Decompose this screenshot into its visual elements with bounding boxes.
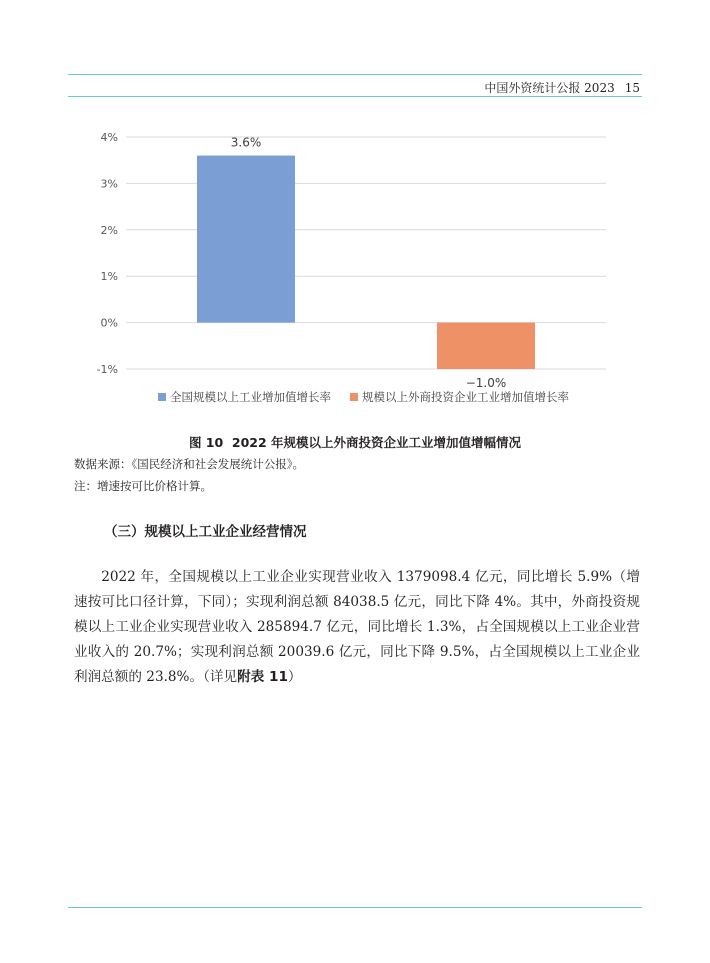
bar [197, 156, 295, 323]
body-paragraph [74, 565, 640, 690]
paragraph-text: 2022 年，全国规模以上工业企业实现营业收入 1379098.4 亿元，同比增长 5.9%（增速按可比口径计算，下同）；实现利润总额 84038.5 亿元，同比下降 4%。其中，外商投资规模以上工业企业实现营业收入 285894.7 亿元，同比增长 1.3%，占全国规模以上工业企业营业收入的 20.7%；实现利润总额 20039.6 亿元，同比下降 9.5%，占全国规模以上工业企业利润总额的 23.8%。（详见 [74, 569, 640, 685]
appendix-reference: 附表 11 [237, 669, 288, 685]
page-number: 15 [624, 81, 640, 95]
legend-swatch [158, 393, 166, 401]
bar [437, 323, 535, 369]
y-tick-label: 0% [100, 316, 118, 330]
bar-chart [80, 120, 620, 420]
data-label: −1.0% [465, 376, 507, 390]
y-tick-label: 3% [100, 177, 118, 191]
publication-title: 中国外资统计公报 2023 [484, 81, 615, 95]
figure-caption-label: 图 10 [188, 435, 224, 450]
paragraph-end: ） [287, 669, 302, 685]
running-header [484, 79, 640, 96]
y-tick-label: -1% [96, 363, 118, 376]
y-tick-label: 2% [100, 223, 118, 237]
figure-caption [0, 433, 710, 451]
footer-rule [68, 907, 642, 908]
legend-swatch [350, 393, 358, 401]
footnote: 注：增速按可比价格计算。 [74, 479, 212, 493]
section-heading: （三）规模以上工业企业经营情况 [104, 524, 307, 540]
data-label: 3.6% [230, 135, 262, 150]
legend-entry: 全国规模以上工业增加值增长率 [170, 390, 331, 404]
legend-entry: 规模以上外商投资企业工业增加值增长率 [362, 390, 569, 404]
header-rule-bottom [68, 96, 642, 97]
header-rule-top [68, 74, 642, 75]
figure-caption-text: 2022 年规模以上外商投资企业工业增加值增幅情况 [231, 435, 522, 450]
y-tick-label: 4% [100, 131, 118, 144]
data-source-note: 数据来源：《国民经济和社会发展统计公报》。 [74, 457, 304, 471]
y-tick-label: 1% [100, 270, 118, 284]
